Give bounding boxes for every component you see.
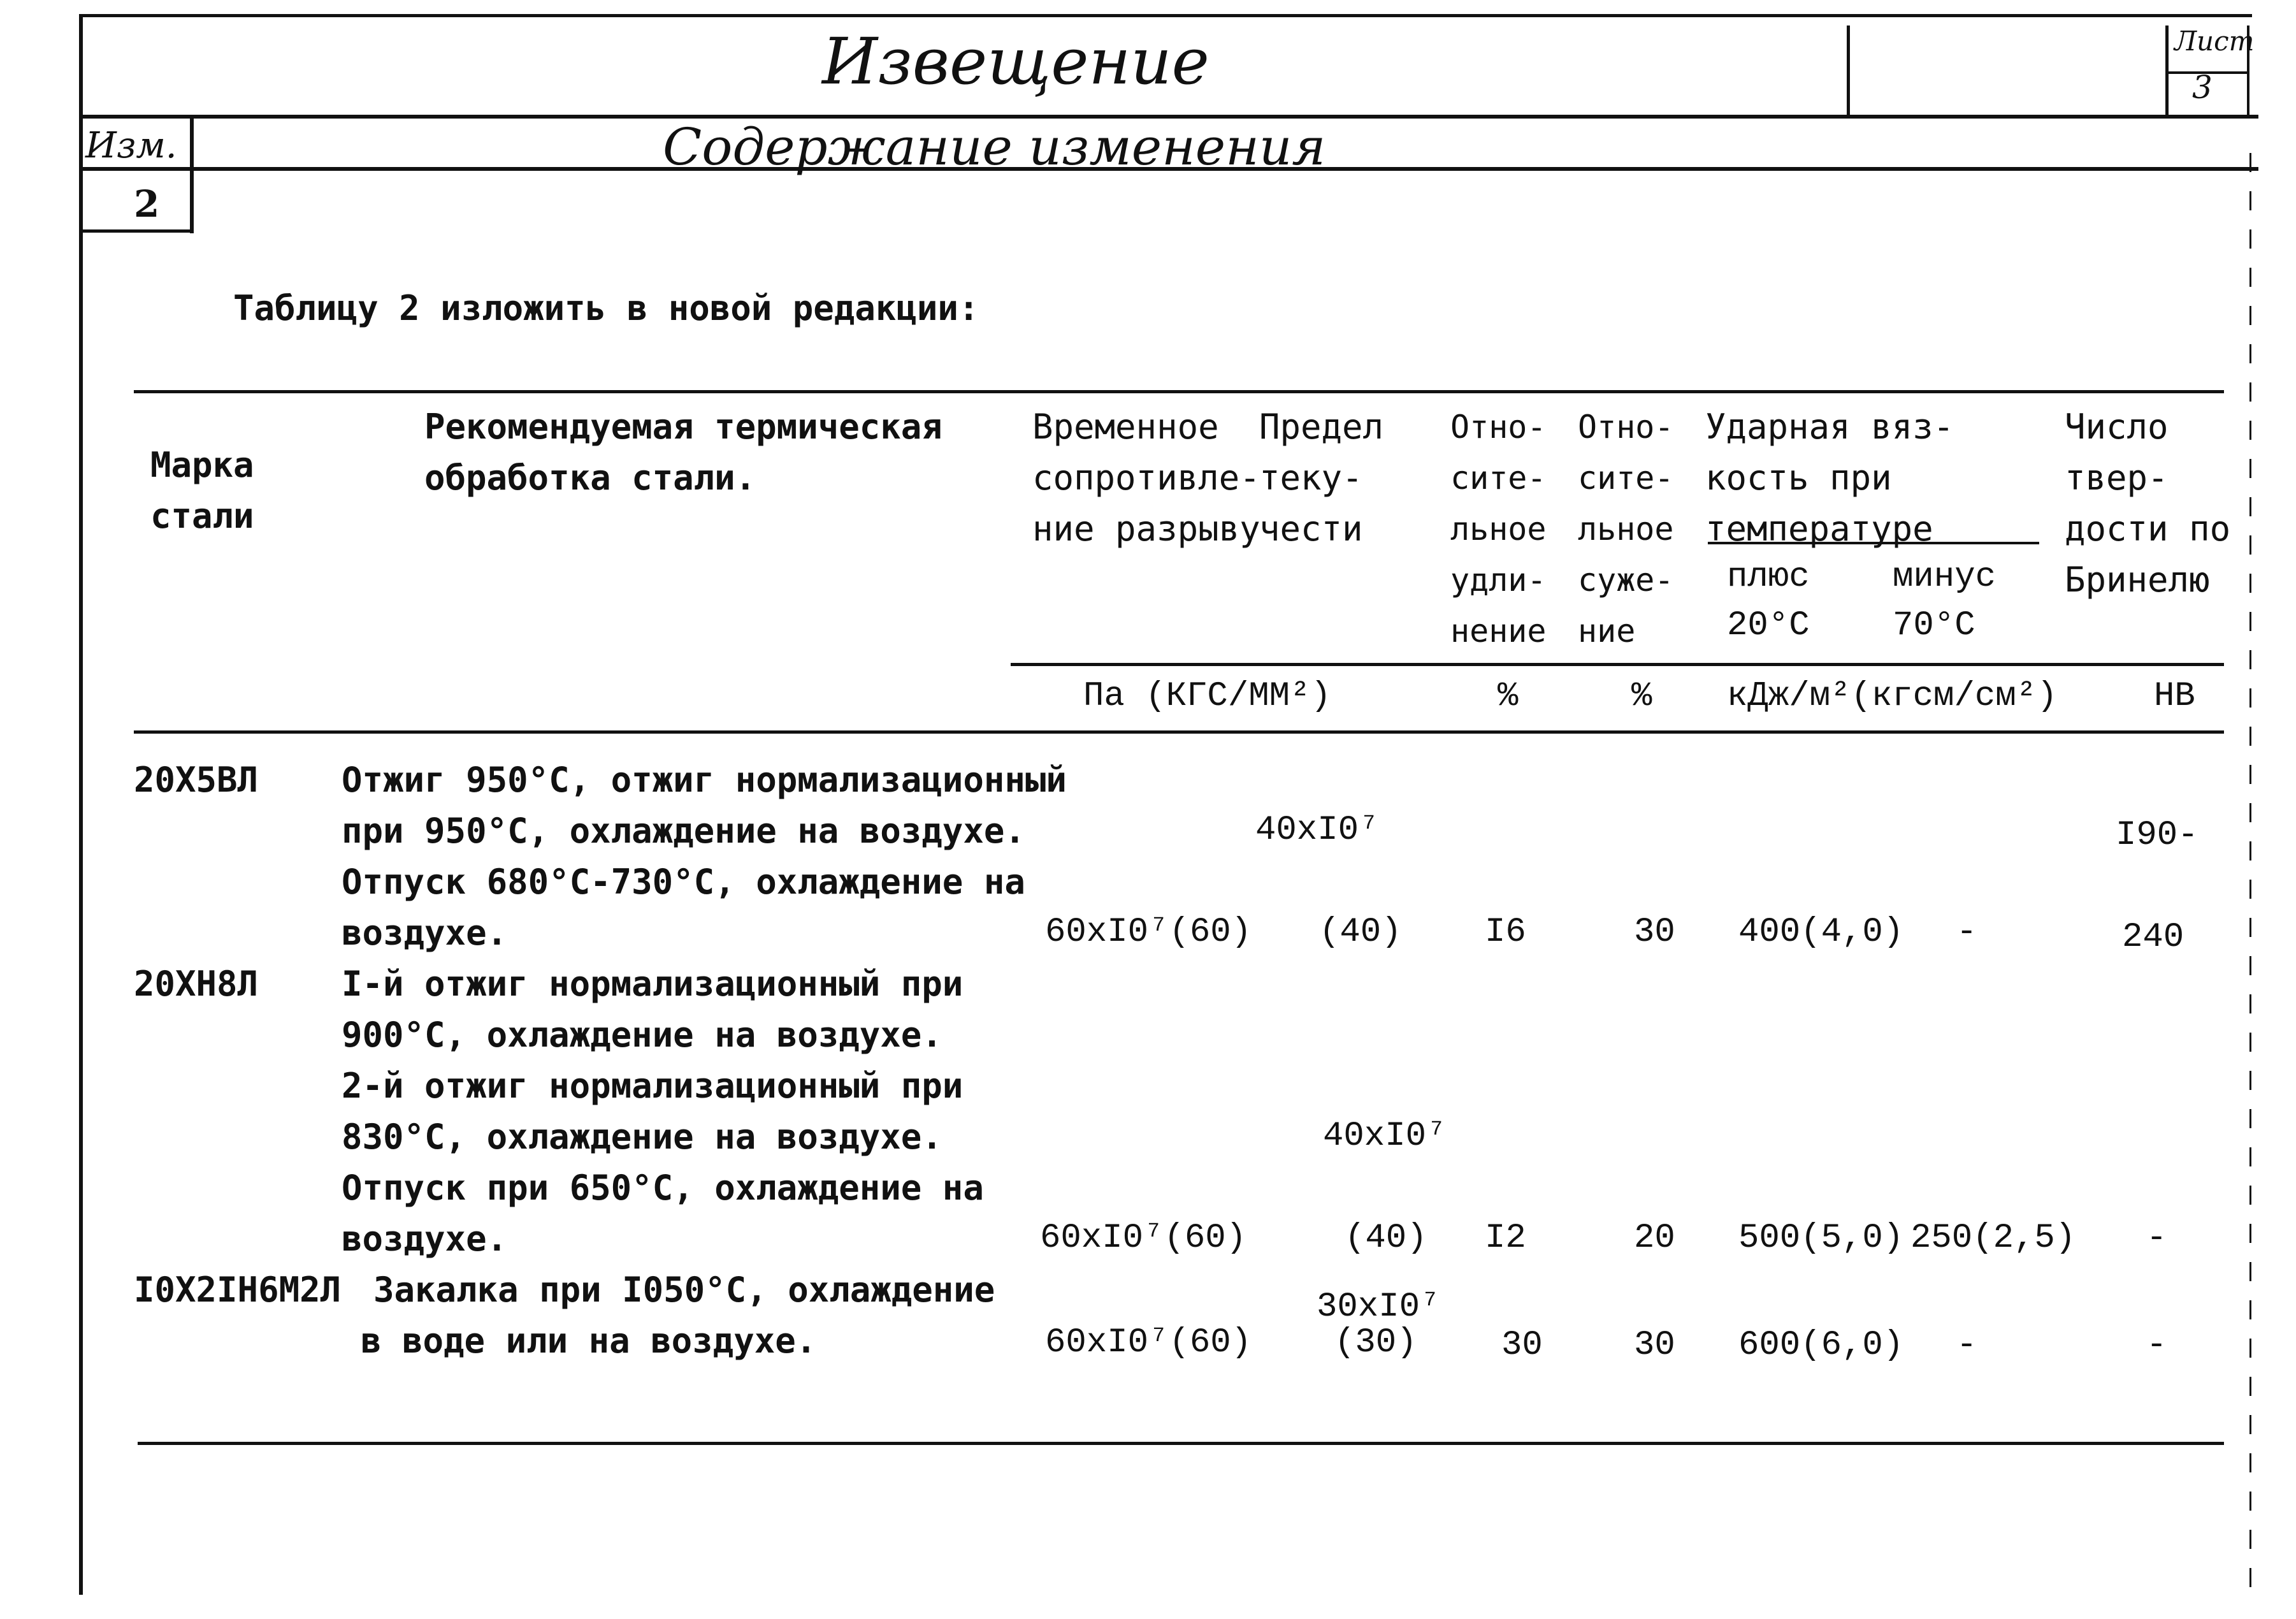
row2-treatment-line5: Отпуск при 650°C, охлаждение на [342, 1168, 984, 1208]
row2-impact-plus: 500(5,0) [1738, 1219, 1904, 1258]
row3-treatment-line1: Закалка при I050°C, охлаждение [373, 1270, 995, 1310]
change-number: 2 [134, 182, 160, 226]
header-grade: Марка стали [150, 445, 254, 536]
row1-impact-minus: - [1956, 913, 1977, 952]
unit-pct-contraction: % [1631, 677, 1652, 716]
row3-impact-minus: - [1956, 1326, 1977, 1365]
row2-tensile: 60xI0⁷(60) [1040, 1219, 1247, 1258]
row2-treatment-line4: 830°C, охлаждение на воздухе. [342, 1117, 942, 1157]
header-yield: Предел теку-чести [1259, 407, 1384, 549]
row3-hardness: - [2146, 1326, 2167, 1365]
row3-grade: I0Х2IН6М2Л [134, 1270, 342, 1310]
table-top-rule [134, 390, 2224, 393]
row1-grade: 20Х5ВЛ [134, 760, 259, 800]
table-bottom-rule [138, 1442, 2224, 1445]
row3-tensile: 60xI0⁷(60) [1045, 1323, 1252, 1362]
row2-treatment-line1: I-й отжиг нормализационный при [342, 964, 964, 1004]
row2-yield: (40) [1345, 1219, 1427, 1258]
content-title: Содержание изменения [663, 117, 1326, 177]
row1-treatment-line1: Отжиг 950°C, отжиг нормализационный [342, 760, 1067, 800]
unit-stress: Па (КГС/ММ²) [1083, 677, 1331, 716]
row1-treatment-line4: воздухе. [342, 913, 508, 953]
right-dashed-edge [2249, 153, 2251, 1606]
title-box-right [1847, 25, 1850, 116]
units-top-rule [1011, 663, 2224, 666]
row2-treatment-line2: 900°C, охлаждение на воздухе. [342, 1015, 942, 1055]
header-bottom-rule [134, 730, 2224, 734]
row3-contraction: 30 [1634, 1326, 1675, 1365]
row2-yield-top: 40xI0⁷ [1323, 1117, 1447, 1156]
change-box-bottom [79, 229, 194, 233]
row1-treatment-line2: при 950°C, охлаждение на воздухе. [342, 811, 1025, 851]
row3-treatment-line2: в воде или на воздухе. [361, 1321, 817, 1361]
row1-impact-plus: 400(4,0) [1738, 913, 1904, 952]
header-hardness: Число твер-дости по Бринелю [2065, 407, 2231, 600]
row2-treatment-line3: 2-й отжиг нормализационный при [342, 1066, 964, 1106]
header-impact-plus: плюс 20°C [1727, 558, 1810, 645]
header-tensile: Временное сопротивле-ние разрыву [1032, 407, 1260, 549]
row1-treatment-line3: Отпуск 680°C-730°C, охлаждение на [342, 862, 1025, 902]
row2-treatment-line6: воздухе. [342, 1219, 508, 1259]
header-impact: Ударная вяз-кость при температуре [1705, 407, 1954, 549]
row1-tensile: 60xI0⁷(60) [1045, 913, 1252, 952]
header-treatment: Рекомендуемая термическая обработка стали. [424, 407, 942, 498]
sheet-number: 3 [2192, 69, 2213, 106]
change-label: Изм. [85, 125, 177, 166]
row1-yield-top: 40xI0⁷ [1255, 811, 1380, 850]
change-box-right [190, 119, 194, 233]
row2-contraction: 20 [1634, 1219, 1675, 1258]
row3-yield: (30) [1334, 1323, 1417, 1362]
header-impact-minus: минус 70°C [1893, 558, 1996, 645]
row1-elongation: I6 [1485, 913, 1526, 952]
row1-yield: (40) [1319, 913, 1402, 952]
intro-text: Таблицу 2 изложить в новой редакции: [233, 288, 979, 328]
row1-hardness-top: I90- [2116, 816, 2199, 855]
header-contraction: Отно-сите-льное суже-ние [1578, 409, 1674, 650]
header-elongation: Отно-сите-льное удли-нение [1450, 409, 1547, 650]
unit-hardness: HB [2154, 677, 2195, 716]
row1-hardness: 240 [2122, 918, 2184, 957]
frame-top-border [79, 14, 2252, 17]
sheet-box-left [2165, 25, 2169, 116]
row3-elongation: 30 [1501, 1326, 1543, 1365]
sheet-label: Лист [2174, 25, 2255, 57]
row3-impact-plus: 600(6,0) [1738, 1326, 1904, 1365]
row3-yield-top: 30xI0⁷ [1317, 1288, 1441, 1326]
row2-elongation: I2 [1485, 1219, 1526, 1258]
frame-left-border [79, 14, 83, 1595]
unit-pct-elongation: % [1498, 677, 1519, 716]
unit-impact: кДж/м²(кгсм/см²) [1727, 677, 2058, 716]
notice-title: Извещение [822, 24, 1209, 99]
row2-grade: 20ХН8Л [134, 964, 259, 1004]
row2-hardness: - [2146, 1219, 2167, 1258]
row2-impact-minus: 250(2,5) [1910, 1219, 2076, 1258]
row1-contraction: 30 [1634, 913, 1675, 952]
